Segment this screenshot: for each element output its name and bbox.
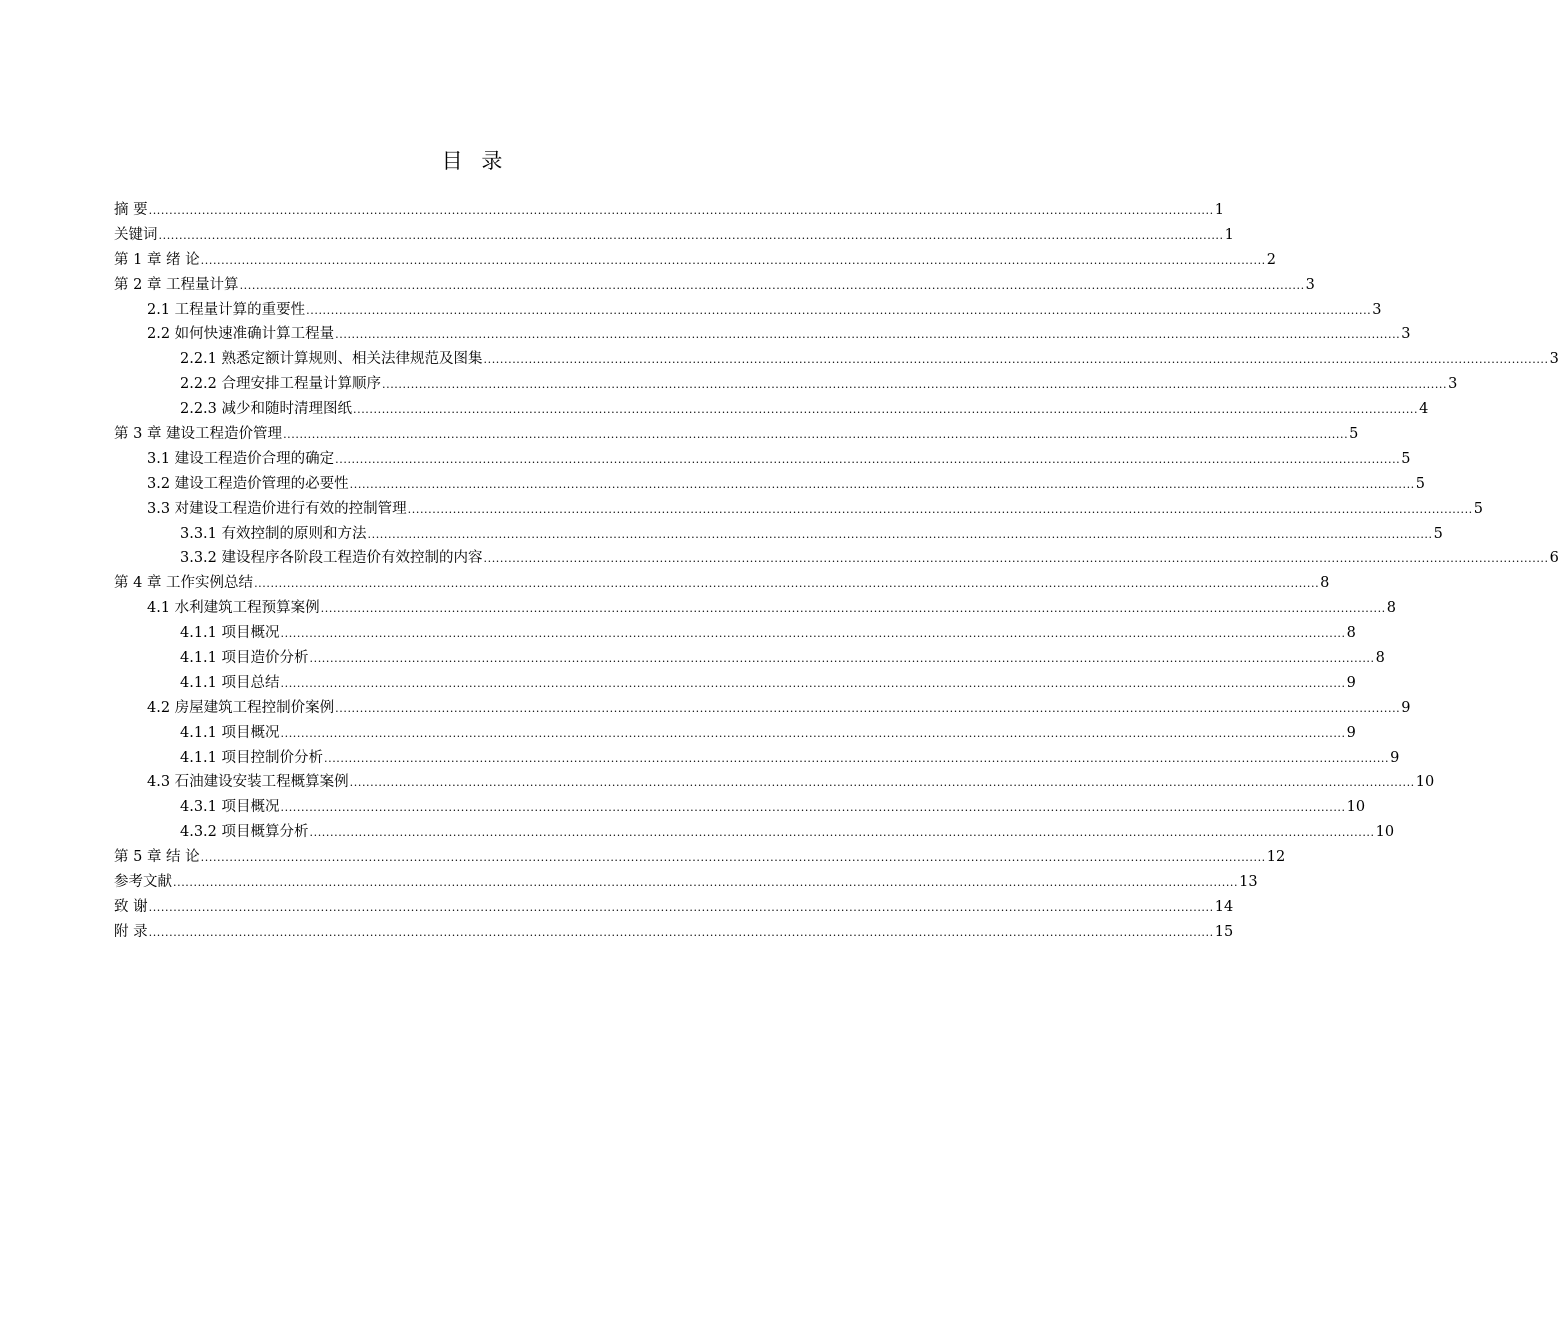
toc-dot-leader: .................................................................................................................................................................................................................................................................... [200,851,1266,865]
toc-entry-label: 4.3.1 项目概况 [180,799,280,816]
toc-entry-label: 3.1 建设工程造价合理的确定 [147,450,335,467]
toc-entry[interactable] [114,646,1385,671]
toc-entry[interactable] [114,322,1411,347]
toc-entry-page-number: 8 [1375,650,1385,667]
toc-entry-label: 参考文献 [114,874,172,891]
toc-entry[interactable] [114,696,1411,721]
toc-entry[interactable] [114,920,1234,945]
toc-entry-page-number: 2 [1266,251,1277,268]
toc-entry-label: 2.1 工程量计算的重要性 [147,301,306,318]
toc-entry-page-number: 10 [1415,774,1435,791]
toc-dot-leader: .................................................................................................................................................................................................................................................................... [335,701,1401,715]
toc-entry-page-number: 3 [1401,326,1411,343]
toc-dot-leader: .................................................................................................................................................................................................................................................................... [367,527,1433,541]
toc-entry-page-number: 9 [1390,749,1400,766]
toc-entry-page-number: 5 [1401,450,1411,467]
toc-dot-leader: .................................................................................................................................................................................................................................................................... [280,801,1346,815]
toc-entry-page-number: 5 [1349,426,1359,443]
toc-entry-label: 第 1 章 绪 论 [114,251,200,268]
toc-entry-page-number: 10 [1346,799,1366,816]
toc-dot-leader: .................................................................................................................................................................................................................................................................... [173,876,1239,890]
toc-dot-leader: .................................................................................................................................................................................................................................................................... [382,378,1448,392]
toc-entry[interactable] [114,621,1356,646]
toc-entry-label: 4.1.1 项目概况 [180,625,280,642]
toc-entry-page-number: 4 [1419,401,1429,418]
toc-list [114,198,1559,945]
toc-dot-leader: .................................................................................................................................................................................................................................................................... [349,477,1415,491]
toc-entry-label: 致 谢 [114,898,148,915]
toc-entry-label: 4.1 水利建筑工程预算案例 [147,600,320,617]
toc-entry[interactable] [114,895,1234,920]
toc-entry-page-number: 3 [1305,276,1315,293]
toc-dot-leader: .................................................................................................................................................................................................................................................................... [407,502,1473,516]
toc-entry-page-number: 12 [1266,849,1286,866]
toc-entry-label: 4.3 石油建设安装工程概算案例 [147,774,349,791]
toc-title: 目 录 [441,149,509,173]
toc-dot-leader: .................................................................................................................................................................................................................................................................... [483,552,1549,566]
toc-entry-page-number: 1 [1224,226,1234,243]
toc-entry[interactable] [114,273,1315,298]
toc-dot-leader: .................................................................................................................................................................................................................................................................... [320,602,1386,616]
toc-dot-leader: .................................................................................................................................................................................................................................................................... [283,428,1349,442]
toc-entry-page-number: 1 [1214,202,1224,218]
toc-entry[interactable] [114,721,1356,746]
toc-entry-label: 第 4 章 工作实例总结 [114,575,254,592]
toc-entry-page-number: 8 [1320,575,1330,592]
toc-entry-label: 关键词 [114,226,158,243]
toc-dot-leader: .................................................................................................................................................................................................................................................................... [280,676,1346,690]
toc-entry-page-number: 15 [1214,923,1234,940]
toc-entry[interactable] [114,472,1426,497]
toc-entry-label: 3.2 建设工程造价管理的必要性 [147,475,349,492]
toc-dot-leader: .................................................................................................................................................................................................................................................................... [335,452,1401,466]
toc-entry[interactable] [114,372,1458,397]
toc-entry-page-number: 5 [1473,500,1484,517]
toc-entry-label: 2.2.1 熟悉定额计算规则、相关法律规范及图集 [180,351,483,368]
toc-entry[interactable] [114,845,1286,870]
toc-entry-page-number: 13 [1239,874,1258,891]
toc-dot-leader: .................................................................................................................................................................................................................................................................... [306,303,1372,317]
toc-entry[interactable] [114,596,1397,621]
toc-entry-page-number: 5 [1433,525,1443,542]
toc-entry[interactable] [114,298,1382,323]
toc-entry-label: 2.2.3 减少和随时清理图纸 [180,401,353,418]
toc-entry-label: 第 3 章 建设工程造价管理 [114,426,283,443]
toc-entry-page-number: 3 [1372,301,1382,318]
toc-entry-page-number: 5 [1415,475,1426,492]
toc-entry-page-number: 9 [1346,724,1356,741]
toc-entry-page-number: 9 [1401,699,1411,716]
toc-dot-leader: .................................................................................................................................................................................................................................................................... [158,228,1224,242]
toc-entry[interactable] [114,248,1277,273]
toc-entry[interactable] [114,571,1330,596]
toc-entry[interactable] [114,746,1400,771]
toc-entry[interactable] [114,795,1366,820]
toc-dot-leader: .................................................................................................................................................................................................................................................................... [309,826,1375,840]
toc-entry[interactable] [114,770,1435,795]
toc-entry-label: 第 5 章 结 论 [114,849,200,866]
toc-entry-label: 4.1.1 项目总结 [180,674,280,691]
toc-dot-leader: .................................................................................................................................................................................................................................................................... [353,403,1419,417]
toc-entry-label: 2.2.2 合理安排工程量计算顺序 [180,376,382,393]
toc-dot-leader: .................................................................................................................................................................................................................................................................... [280,726,1346,740]
toc-dot-leader: .................................................................................................................................................................................................................................................................... [148,204,1214,217]
toc-dot-leader: .................................................................................................................................................................................................................................................................... [309,652,1375,666]
toc-entry-label: 3.3 对建设工程造价进行有效的控制管理 [147,500,407,517]
toc-dot-leader: .................................................................................................................................................................................................................................................................... [324,751,1390,765]
toc-entry[interactable] [114,671,1356,696]
toc-entry-page-number: 8 [1386,600,1397,617]
toc-dot-leader: .................................................................................................................................................................................................................................................................... [239,278,1305,292]
toc-dot-leader: .................................................................................................................................................................................................................................................................... [280,627,1346,641]
toc-dot-leader: .................................................................................................................................................................................................................................................................... [254,577,1320,591]
toc-dot-leader: .................................................................................................................................................................................................................................................................... [335,328,1401,342]
toc-entry-label: 3.3.2 建设程序各阶段工程造价有效控制的内容 [180,550,483,567]
toc-entry-label: 第 2 章 工程量计算 [114,276,239,293]
toc-entry-label: 4.1.1 项目控制价分析 [180,749,324,766]
toc-entry-label: 4.1.1 项目概况 [180,724,280,741]
toc-entry-label: 摘 要 [114,202,148,218]
toc-dot-leader: .................................................................................................................................................................................................................................................................... [148,900,1214,914]
toc-entry-page-number: 3 [1549,351,1559,368]
toc-entry[interactable] [114,422,1359,447]
toc-entry-label: 3.3.1 有效控制的原则和方法 [180,525,367,542]
toc-entry[interactable] [114,397,1429,422]
toc-entry-page-number: 3 [1448,376,1458,393]
toc-entry[interactable] [114,223,1234,248]
toc-entry-page-number: 8 [1346,625,1356,642]
toc-dot-leader: .................................................................................................................................................................................................................................................................... [148,925,1214,939]
toc-entry[interactable] [114,198,1224,223]
toc-dot-leader: .................................................................................................................................................................................................................................................................... [483,353,1549,367]
toc-entry-label: 4.3.2 项目概算分析 [180,824,309,841]
toc-dot-leader: .................................................................................................................................................................................................................................................................... [200,253,1266,267]
toc-dot-leader: .................................................................................................................................................................................................................................................................... [349,776,1415,790]
toc-entry[interactable] [114,820,1395,845]
toc-entry[interactable] [114,497,1484,522]
toc-entry-page-number: 6 [1549,550,1559,567]
toc-entry[interactable] [114,347,1559,372]
toc-entry-page-number: 10 [1375,824,1395,841]
toc-entry[interactable] [114,447,1411,472]
toc-entry-label: 2.2 如何快速准确计算工程量 [147,326,335,343]
toc-entry-page-number: 9 [1346,674,1356,691]
toc-entry-label: 附 录 [114,923,148,940]
toc-entry-label: 4.2 房屋建筑工程控制价案例 [147,699,335,716]
toc-entry[interactable] [114,546,1559,571]
toc-entry[interactable] [114,870,1258,895]
toc-entry[interactable] [114,522,1443,547]
toc-entry-page-number: 14 [1214,898,1234,915]
toc-entry-label: 4.1.1 项目造价分析 [180,650,309,667]
